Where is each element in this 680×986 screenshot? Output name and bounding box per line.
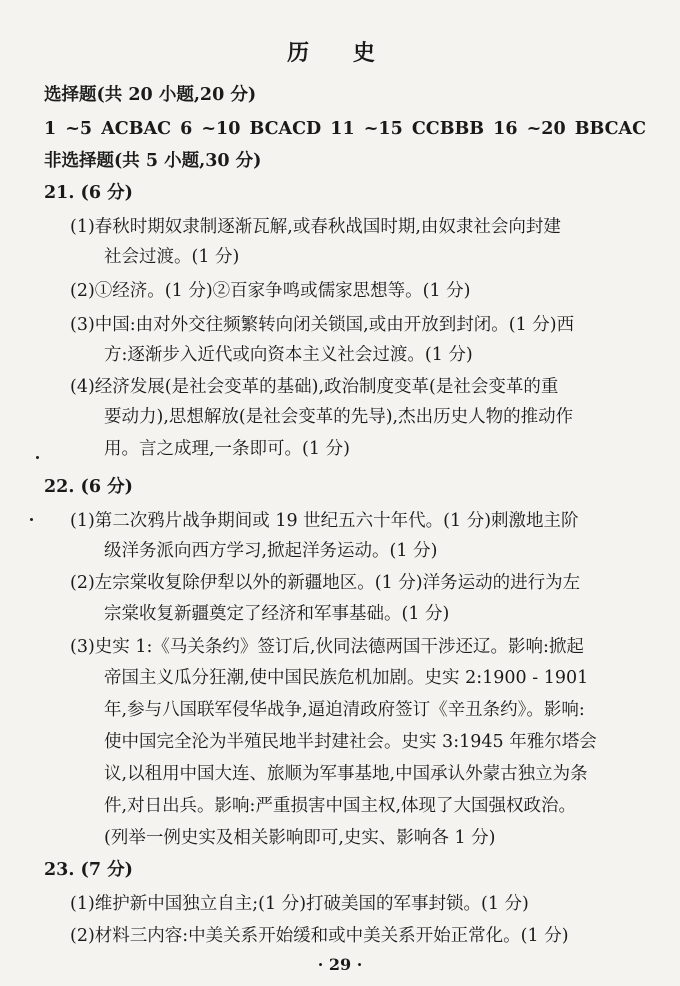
q22-line: (3)史实 1:《马关条约》签订后,伙同法德两国干涉还辽。影响:掀起 — [70, 637, 584, 657]
q22-line: 帝国主义瓜分狂潮,使中国民族危机加剧。史实 2:1900 - 1901 — [104, 668, 589, 688]
q21-line: 要动力),思想解放(是社会变革的先导),杰出历史人物的推动作 — [104, 407, 574, 427]
q23-line: (2)材料三内容:中美关系开始缓和或中美关系开始正常化。(1 分) — [70, 926, 569, 946]
choice-answers: 1 ~5 ACBAC 6 ~10 BCACD 11 ~15 CCBBB 16 ~20 BBCAC — [44, 119, 647, 139]
q21-line: 用。言之成理,一条即可。(1 分) — [104, 439, 350, 459]
q22-line: 级洋务派向西方学习,掀起洋务运动。(1 分) — [104, 541, 438, 561]
page-number: · 29 · — [317, 955, 363, 974]
section-choice-header: 选择题(共 20 小题,20 分) — [44, 85, 257, 105]
q22-line: 件,对日出兵。影响:严重损害中国主权,体现了大国强权政治。 — [104, 796, 577, 816]
q21-line: (3)中国:由对外交往频繁转向闭关锁国,或由开放到封闭。(1 分)西 — [70, 315, 575, 335]
q22-line: (2)左宗棠收复除伊犁以外的新疆地区。(1 分)洋务运动的进行为左 — [70, 573, 581, 593]
q21-line: 社会过渡。(1 分) — [104, 247, 240, 267]
q22-line: (1)第二次鸦片战争期间或 19 世纪五六十年代。(1 分)刺激地主阶 — [70, 511, 579, 531]
question-22-head: 22. (6 分) — [44, 477, 133, 497]
q22-line: 宗棠收复新疆奠定了经济和军事基础。(1 分) — [104, 604, 450, 624]
q21-line: (4)经济发展(是社会变革的基础),政治制度变革(是社会变革的重 — [70, 377, 559, 397]
page-title: 历 史 — [287, 40, 393, 66]
scan-speck — [30, 518, 33, 521]
question-23-head: 23. (7 分) — [44, 860, 133, 880]
q21-line: (2)①经济。(1 分)②百家争鸣或儒家思想等。(1 分) — [70, 281, 471, 301]
q23-line: (1)维护新中国独立自主;(1 分)打破美国的军事封锁。(1 分) — [70, 894, 529, 914]
q22-line: (列举一例史实及相关影响即可,史实、影响各 1 分) — [104, 828, 496, 848]
q21-line: (1)春秋时期奴隶制逐渐瓦解,或春秋战国时期,由奴隶社会向封建 — [70, 217, 561, 237]
q22-line: 使中国完全沦为半殖民地半封建社会。史实 3:1945 年雅尔塔会 — [104, 732, 597, 752]
q22-line: 年,参与八国联军侵华战争,逼迫清政府签订《辛丑条约》。影响: — [104, 700, 585, 720]
q21-line: 方:逐渐步入近代或向资本主义社会过渡。(1 分) — [104, 345, 473, 365]
scan-speck — [36, 456, 39, 459]
question-21-head: 21. (6 分) — [44, 183, 133, 203]
q22-line: 议,以租用中国大连、旅顺为军事基地,中国承认外蒙古独立为条 — [104, 764, 588, 784]
section-nonchoice-header: 非选择题(共 5 小题,30 分) — [44, 151, 262, 171]
